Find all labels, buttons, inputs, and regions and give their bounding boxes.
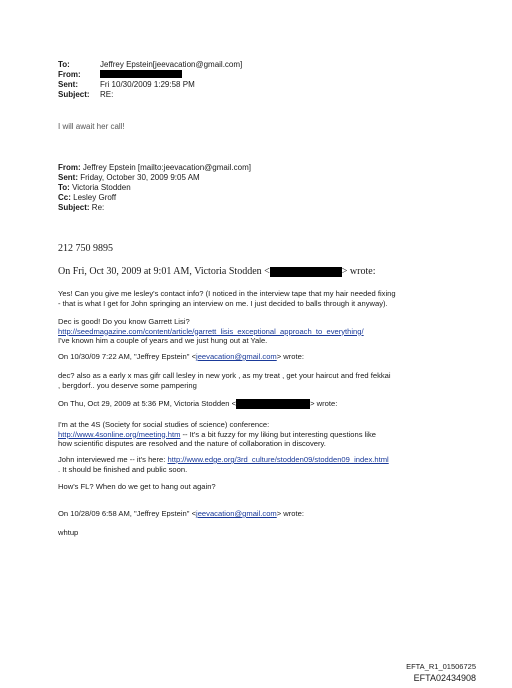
paragraph-3-line-2: , bergdorf.. you deserve some pampering: [58, 380, 197, 390]
sent-label: Sent:: [58, 80, 78, 89]
quoted-subject-value: Re:: [91, 203, 105, 212]
paragraph-5-line-2: . It should be finished and public soon.: [58, 464, 188, 474]
quoted-cc-label: Cc:: [58, 193, 71, 202]
quoted-cc-value: Lesley Groff: [73, 193, 117, 202]
paragraph-5: [58, 455, 389, 474]
email-link[interactable]: jeevacation@gmail.com: [196, 352, 277, 361]
paragraph-2-line-1: Dec is good! Do you know Garrett Lisi?: [58, 317, 190, 326]
quoted-header: [58, 163, 251, 213]
paragraph-2: [58, 317, 364, 346]
paragraph-4-line-2-rest: -- It's a bit fuzzy for my liking but interesting questions like: [180, 429, 376, 439]
wrote-3-suffix: > wrote:: [310, 399, 338, 408]
quoted-sent-row: [58, 173, 251, 183]
from-row: [58, 70, 242, 80]
redaction-box: [100, 70, 182, 78]
paragraph-3-line-1: dec? also as a early x mas gifr call lesley in new york , as my treat , get your haircut and fred fekkai: [58, 371, 391, 380]
paragraph-5-line-1: [58, 455, 389, 465]
quoted-sent-label: Sent:: [58, 173, 78, 182]
reply-body: I will await her call!: [58, 122, 125, 131]
quoted-subject-row: [58, 203, 251, 213]
subject-value: RE:: [100, 90, 114, 99]
wrote-3-prefix: On Thu, Oct 29, 2009 at 5:36 PM, Victoria Stodden <: [58, 399, 237, 408]
subject-row: [58, 90, 242, 100]
paragraph-1: [58, 289, 396, 308]
wrote-line-3: [58, 399, 337, 409]
paragraph-4-line-1: I'm at the 4S (Society for social studies of science) conference:: [58, 420, 270, 429]
paragraph-7: whtup: [58, 528, 79, 537]
quoted-from-label: From:: [58, 163, 81, 172]
quoted-subject-label: Subject:: [58, 203, 90, 212]
wrote-2-suffix: > wrote:: [276, 352, 304, 361]
email-header: [58, 60, 242, 100]
phone-number: 212 750 9895: [58, 243, 113, 254]
wrote-line-1: [58, 266, 375, 277]
quoted-to-value: Victoria Stodden: [72, 183, 131, 192]
edge-interview-link[interactable]: http://www.edge.org/3rd_culture/stodden09/stodden09_index.html: [167, 455, 389, 464]
paragraph-3: [58, 371, 391, 390]
paragraph-4: [58, 420, 376, 449]
redaction-box: [270, 267, 342, 277]
paragraph-6: How's FL? When do we get to hang out again?: [58, 482, 216, 491]
quoted-to-label: To:: [58, 183, 70, 192]
paragraph-4-line-3: how scientific disputes are resolved and the nature of collaboration in discovery.: [58, 439, 326, 448]
wrote-1-prefix: On Fri, Oct 30, 2009 at 9:01 AM, Victoria Stodden <: [58, 266, 270, 277]
garrett-lisi-link[interactable]: http://seedmagazine.com/content/article/garrett_lisis_exceptional_approach_to_everything/: [58, 326, 364, 336]
paragraph-1-line-2: - that is what I get for John springing an interview on me. I just decided to balls through it anyway).: [58, 298, 388, 308]
quoted-to-row: [58, 183, 251, 193]
paragraph-4-line-2: [58, 430, 376, 440]
quoted-sent-value: Friday, October 30, 2009 9:05 AM: [80, 173, 200, 182]
paragraph-2-line-3: I've known him a couple of years and we just hung out at Yale.: [58, 336, 268, 345]
to-label: To:: [58, 60, 70, 69]
redaction-box: [236, 399, 310, 409]
wrote-line-4: [58, 509, 304, 519]
4s-conference-link[interactable]: http://www.4sonline.org/meeting.htm: [58, 429, 181, 439]
sent-value: Fri 10/30/2009 1:29:58 PM: [100, 80, 195, 89]
wrote-line-2: [58, 352, 304, 362]
sent-row: [58, 80, 242, 90]
quoted-from-value: Jeffrey Epstein [mailto:jeevacation@gmail.com]: [82, 163, 251, 172]
paragraph-5-prefix: John interviewed me -- it's here:: [58, 455, 168, 464]
to-row: [58, 60, 242, 70]
wrote-4-prefix: On 10/28/09 6:58 AM, "Jeffrey Epstein" <: [58, 509, 197, 518]
quoted-from-row: [58, 163, 251, 173]
wrote-1-suffix: > wrote:: [341, 266, 376, 277]
subject-label: Subject:: [58, 90, 90, 99]
from-label: From:: [58, 70, 81, 79]
quoted-cc-row: [58, 193, 251, 203]
footer-id-1: EFTA_R1_01506725: [406, 662, 476, 671]
email-link[interactable]: jeevacation@gmail.com: [196, 509, 277, 518]
to-value: Jeffrey Epstein[jeevacation@gmail.com]: [100, 60, 243, 69]
paragraph-1-line-1: Yes! Can you give me lesley's contact info? (I noticed in the interview tape that my hair needed fixing: [58, 289, 396, 298]
wrote-2-prefix: On 10/30/09 7:22 AM, "Jeffrey Epstein" <: [58, 352, 197, 361]
footer-id-2: EFTA02434908: [413, 673, 476, 683]
wrote-4-suffix: > wrote:: [276, 509, 304, 518]
